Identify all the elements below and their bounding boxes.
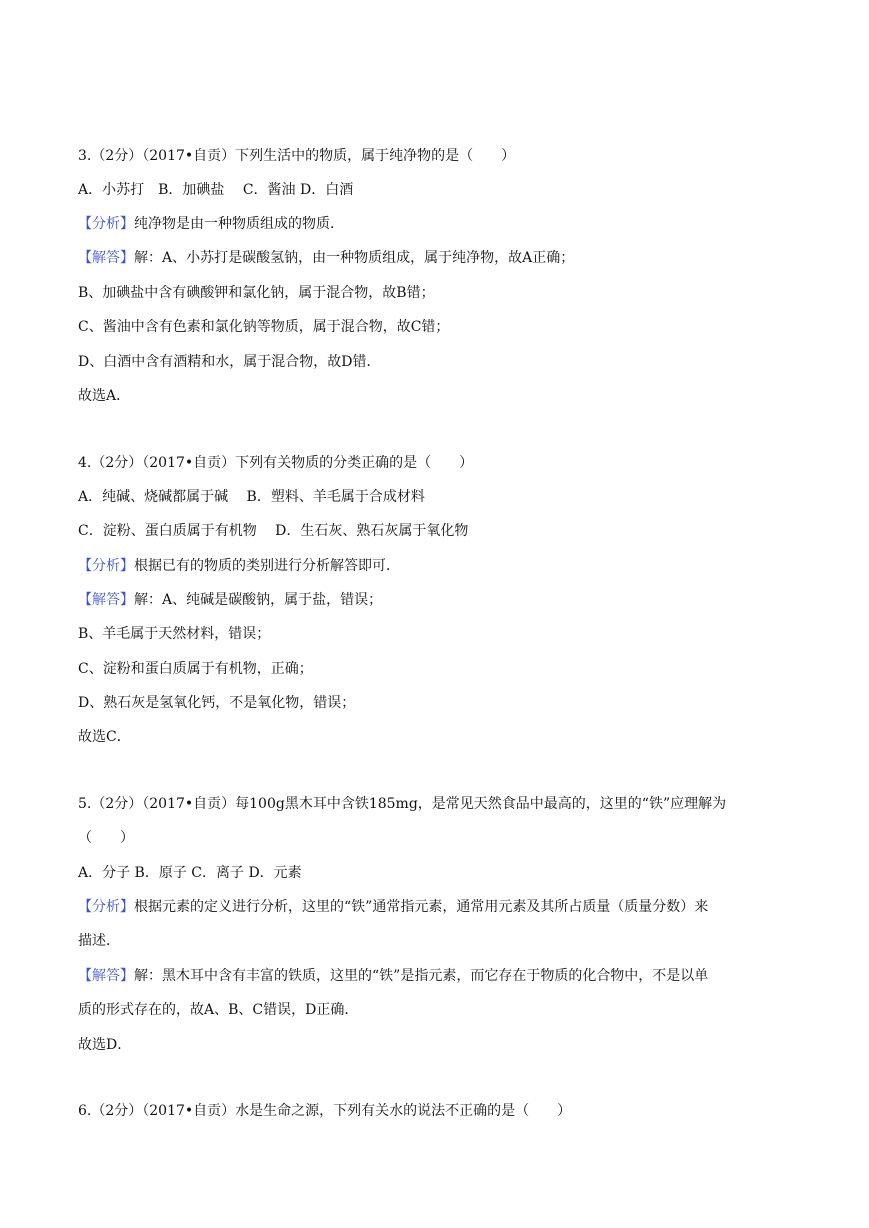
question-3-answer-line-2: B、加碘盐中含有碘酸钾和氯化钠，属于混合物，故B错； — [78, 285, 435, 301]
question-4-stem: 4.（2分）（2017•自贡）下列有关物质的分类正确的是（ ） — [78, 455, 474, 471]
question-5-answer-line-1 — [78, 966, 708, 986]
question-5-answer-line-2: 质的形式存在的，故A、B、C错误，D正确． — [78, 1002, 359, 1018]
answer-tag: 【解答】 — [78, 250, 134, 266]
question-5-stem-line-2: （ ） — [78, 830, 134, 846]
analysis-tag: 【分析】 — [78, 899, 134, 915]
question-6-stem: 6.（2分）（2017•自贡）水是生命之源，下列有关水的说法不正确的是（ ） — [78, 1103, 572, 1119]
question-4-answer-line-1 — [78, 590, 382, 610]
analysis-tag: 【分析】 — [78, 216, 134, 232]
analysis-text: 根据已有的物质的类别进行分析解答即可． — [134, 558, 400, 574]
question-5-stem-line-1: 5.（2分）（2017•自贡）每100g黑木耳中含铁185mg，是常见天然食品中最高的，这里的“铁”应理解为 — [78, 796, 727, 812]
answer-tag: 【解答】 — [78, 592, 134, 608]
question-4-answer-line-4: D、熟石灰是氢氧化钙，不是氧化物，错误； — [78, 695, 356, 711]
answer-text: 解：黑木耳中含有丰富的铁质，这里的“铁”是指元素，而它存在于物质的化合物中，不是以单 — [134, 968, 709, 984]
answer-text: 解：A、纯碱是碳酸钠，属于盐，错误； — [134, 592, 383, 608]
question-5-answer-line-3: 故选D． — [78, 1037, 132, 1053]
question-4-answer-line-2: B、羊毛属于天然材料，错误； — [78, 626, 271, 642]
analysis-text: 根据元素的定义进行分析，这里的“铁”通常指元素，通常用元素及其所占质量（质量分数）来 — [134, 899, 709, 915]
question-3-answer-line-3: C、酱油中含有色素和氯化钠等物质，属于混合物，故C错； — [78, 319, 450, 335]
question-3-answer-line-1 — [78, 248, 574, 268]
question-4-answer-line-5: 故选C． — [78, 729, 131, 745]
analysis-tag: 【分析】 — [78, 558, 134, 574]
answer-tag: 【解答】 — [78, 968, 134, 984]
question-3-analysis — [78, 214, 344, 234]
question-5-options: A．分子 B．原子 C．离子 D．元素 — [78, 865, 302, 881]
question-3-options: A．小苏打 B．加碘盐 C．酱油 D．白酒 — [78, 182, 354, 198]
question-4-answer-line-3: C、淀粉和蛋白质属于有机物，正确； — [78, 661, 313, 677]
analysis-text: 纯净物是由一种物质组成的物质． — [134, 216, 344, 232]
question-5-analysis-line-2: 描述． — [78, 933, 120, 949]
question-5-analysis-line-1 — [78, 897, 708, 917]
question-3-answer-line-5: 故选A． — [78, 388, 131, 404]
answer-text: 解：A、小苏打是碳酸氢钠，由一种物质组成，属于纯净物，故A正确； — [134, 250, 575, 266]
question-4-options-line-1: A．纯碱、烧碱都属于碱 B．塑料、羊毛属于合成材料 — [78, 489, 425, 505]
question-3-stem: 3.（2分）（2017•自贡）下列生活中的物质，属于纯净物的是（ ） — [78, 148, 516, 164]
question-4-options-line-2: C．淀粉、蛋白质属于有机物 D．生石灰、熟石灰属于氧化物 — [78, 523, 469, 539]
question-3-answer-line-4: D、白酒中含有酒精和水，属于混合物，故D错． — [78, 354, 381, 370]
question-4-analysis — [78, 556, 400, 576]
